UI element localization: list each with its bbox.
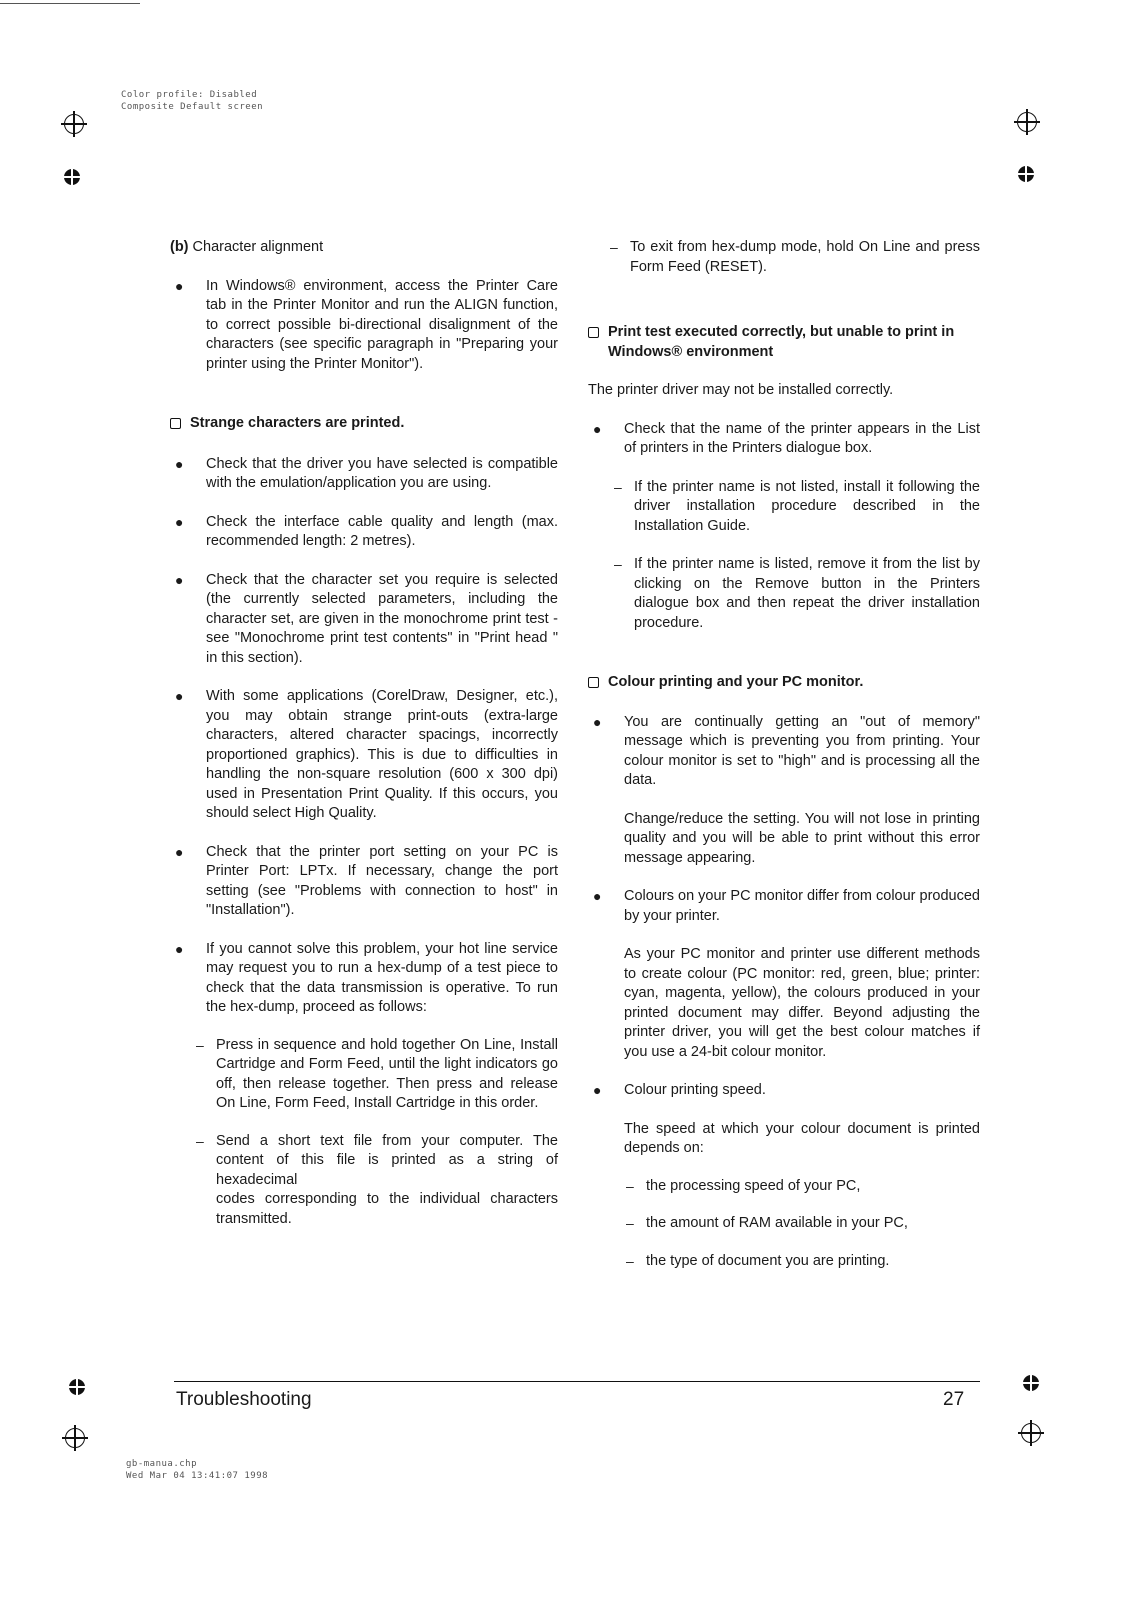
crop-dot-icon	[64, 169, 80, 185]
top-crop-line	[0, 3, 140, 4]
heading-text: Print test executed correctly, but unable to print in Windows® environment	[608, 324, 955, 360]
bullet-text: Check that the name of the printer appears in the List of printers in the Printers dialogue box.	[624, 420, 980, 456]
header-slug	[121, 89, 263, 113]
bullet-text: Colour printing speed.	[624, 1082, 766, 1098]
windows-environment-heading	[588, 323, 980, 362]
composite-text: Composite Default screen	[121, 102, 264, 112]
dash-text: the amount of RAM available in your PC,	[646, 1215, 908, 1231]
bullet-icon: ●	[593, 888, 602, 904]
bullet-item	[588, 420, 980, 459]
dash-text: If the printer name is listed, remove it from the list by clicking on the Remove button in the Printers dialogue box and then repeat the driver installation procedure.	[634, 556, 980, 631]
crop-dot-icon	[1023, 1375, 1039, 1391]
crop-dot-icon	[69, 1379, 85, 1395]
dash-icon: –	[626, 1252, 634, 1269]
bullet-item	[588, 1081, 980, 1159]
registration-mark-icon	[1018, 1420, 1044, 1446]
dash-item	[194, 1132, 558, 1230]
right-column	[588, 238, 980, 1271]
left-column	[170, 238, 558, 1229]
bullet-icon: ●	[175, 688, 184, 704]
dash-item	[624, 1214, 980, 1234]
bullet-item	[588, 887, 980, 1062]
bullet-item	[170, 687, 558, 824]
bullet-icon: ●	[175, 940, 184, 957]
bullet-item	[170, 571, 558, 669]
bullet-text: Colours on your PC monitor differ from colour produced by your printer.	[624, 888, 980, 924]
strange-characters-heading	[170, 414, 558, 434]
dash-item	[612, 478, 980, 537]
bullet-icon: ●	[593, 713, 602, 730]
checkbox-square-icon	[588, 327, 599, 338]
bullet-text: Check that the character set you require is selected (the currently selected parameters, including the character set, are given in the monochrome print test - see "Monochrome print test contents" in "Print head " in this section).	[206, 571, 558, 666]
bullet-paragraph: Change/reduce the setting. You will not lose in printing quality and you will be able to print without this error message appearing.	[624, 810, 980, 866]
bullet-item	[170, 843, 558, 921]
bullet-text: Check that the printer port setting on your PC is Printer Port: LPTx. If necessary, change the port setting (see "Problems with connection to host" in "Installation").	[206, 843, 558, 918]
bullet-paragraph: The speed at which your colour document is printed depends on:	[624, 1120, 980, 1156]
dash-icon: –	[614, 556, 622, 572]
dash-icon: –	[626, 1177, 634, 1194]
page-number: 27	[943, 1389, 965, 1410]
bullet-item	[170, 455, 558, 494]
dash-text: the type of document you are printing.	[646, 1252, 890, 1269]
dash-icon: –	[614, 478, 622, 495]
bullet-item	[588, 713, 980, 869]
bullet-item	[170, 513, 558, 552]
colour-printing-heading	[588, 673, 980, 693]
registration-mark-icon	[1014, 109, 1040, 135]
dash-item	[624, 1177, 980, 1197]
section-b-title	[170, 238, 558, 258]
dash-text: To exit from hex-dump mode, hold On Line and press Form Feed (RESET).	[630, 239, 980, 275]
dash-text: If the printer name is not listed, install it following the driver installation procedure described in the Installation Guide.	[634, 478, 980, 534]
bullet-item	[170, 277, 558, 375]
bullet-icon: ●	[593, 420, 602, 437]
bullet-paragraph: As your PC monitor and printer use different methods to create colour (PC monitor: red, green, blue; printer: cyan, magenta, yellow), the colours produced in your printed document may differ. Beyond adjusting the printer driver, you will get the best colour matches if you use a 24-bit colour monitor.	[624, 946, 980, 1060]
dash-icon: –	[610, 239, 618, 255]
color-profile-text: Color profile: Disabled	[121, 90, 258, 100]
footer-slug	[126, 1458, 268, 1482]
bullet-icon: ●	[175, 513, 184, 530]
footer-section-title: Troubleshooting	[176, 1389, 312, 1410]
windows-intro: The printer driver may not be installed correctly.	[588, 382, 894, 398]
bullet-text: Check that the driver you have selected is compatible with the emulation/application you are using.	[206, 455, 558, 491]
crop-dot-icon	[1018, 166, 1034, 182]
dash-text: the processing speed of your PC,	[646, 1177, 861, 1194]
dash-item	[624, 1252, 980, 1272]
dash-text: Send a short text file from your computer. The content of this file is printed as a string of hexadecimal	[216, 1132, 558, 1188]
bullet-text: If you cannot solve this problem, your hot line service may request you to run a hex-dump of a test piece to check that the data transmission is operative. To run the hex-dump, proceed as follows:	[206, 940, 558, 1015]
section-b-label: (b)	[170, 239, 189, 255]
dash-icon: –	[196, 1036, 204, 1053]
checkbox-square-icon	[170, 418, 181, 429]
dash-item	[612, 555, 980, 633]
heading-text: Strange characters are printed.	[190, 415, 405, 431]
registration-mark-icon	[61, 111, 87, 137]
bullet-text: Check the interface cable quality and length (max. recommended length: 2 metres).	[206, 513, 558, 549]
bullet-icon: ●	[175, 843, 184, 860]
bullet-icon: ●	[593, 1082, 602, 1098]
bullet-text: In Windows® environment, access the Printer Care tab in the Printer Monitor and run the ALIGN function, to correct possible bi-directional disalignment of the characters (see specific paragraph in "Preparing your printer using the Printer Monitor").	[206, 277, 558, 372]
dash-item	[194, 1036, 558, 1114]
bullet-item	[170, 940, 558, 1018]
bullet-icon: ●	[175, 277, 184, 294]
bullet-icon: ●	[175, 455, 184, 472]
bullet-icon: ●	[175, 571, 184, 588]
section-b-title-text: Character alignment	[192, 239, 324, 255]
dash-icon: –	[626, 1215, 634, 1231]
checkbox-square-icon	[588, 677, 599, 688]
dash-text-continued: codes corresponding to the individual characters transmitted.	[216, 1191, 558, 1227]
file-name-text: gb-manua.chp	[126, 1459, 198, 1469]
timestamp-text: Wed Mar 04 13:41:07 1998	[126, 1471, 269, 1481]
footer-rule	[174, 1381, 980, 1382]
dash-icon: –	[196, 1132, 204, 1149]
dash-item	[608, 238, 980, 277]
registration-mark-icon	[62, 1425, 88, 1451]
bullet-text: You are continually getting an "out of memory" message which is preventing you from printing. Your colour monitor is set to "high" and is processing all the data.	[624, 713, 980, 788]
dash-text: Press in sequence and hold together On Line, Install Cartridge and Form Feed, until the light indicators go off, then release together. Then press and release On Line, Form Feed, Install Cartridge in this order.	[216, 1036, 558, 1111]
heading-text: Colour printing and your PC monitor.	[608, 674, 864, 690]
bullet-text: With some applications (CorelDraw, Designer, etc.), you may obtain strange print-outs (extra-large characters, altered character spacings, incorrectly proportioned graphics). This is due to difficulties in handling the non-square resolution (600 x 300 dpi) used in Presentation Print Quality. If this occurs, you should select High Quality.	[206, 688, 558, 821]
